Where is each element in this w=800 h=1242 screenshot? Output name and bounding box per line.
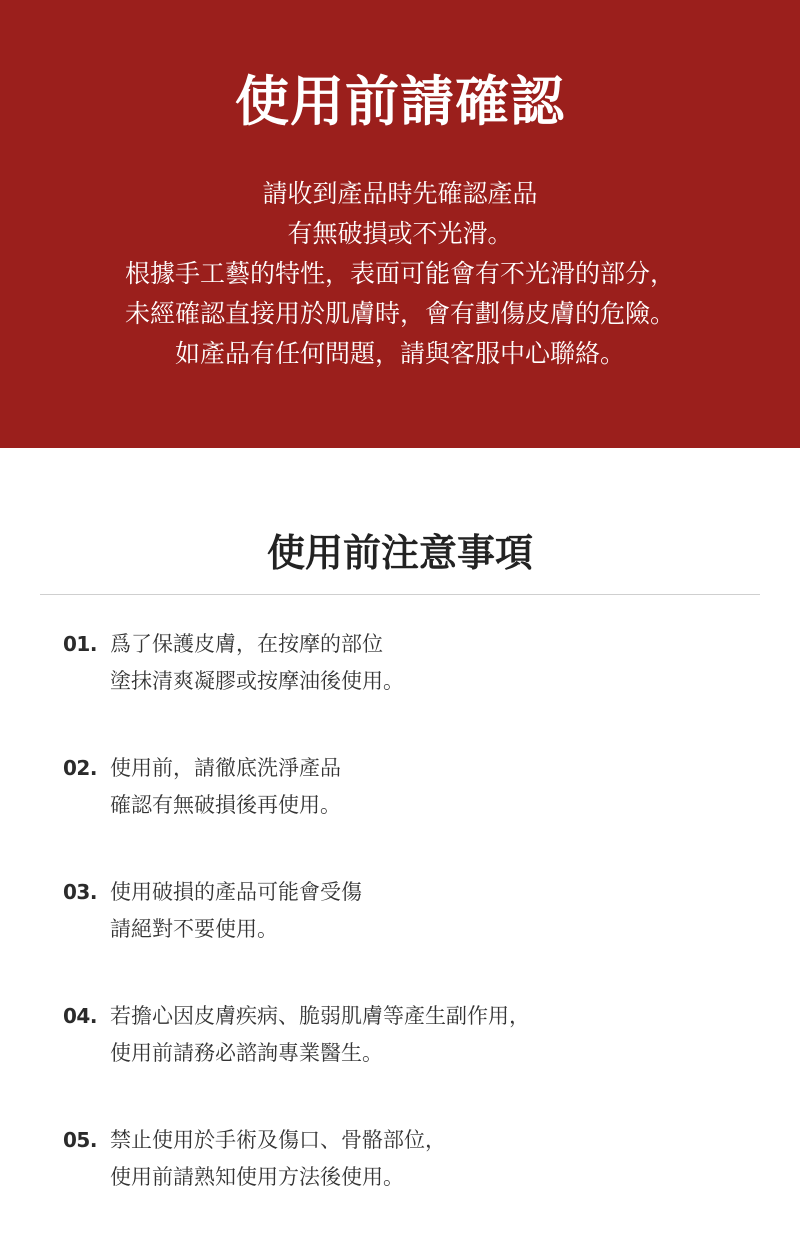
item-line: 使用破損的產品可能會受傷 bbox=[110, 880, 362, 904]
item-number: 02. bbox=[63, 756, 97, 780]
item-line: 使用前，請徹底洗淨產品 bbox=[110, 756, 341, 780]
item-number: 05. bbox=[63, 1128, 97, 1152]
item-number: 01. bbox=[63, 632, 97, 656]
item-line: 爲了保護皮膚，在按摩的部位 bbox=[110, 632, 383, 656]
banner-line: 有無破損或不光滑。 bbox=[287, 219, 513, 248]
list-item bbox=[0, 746, 800, 870]
item-text bbox=[110, 1122, 446, 1196]
list-item bbox=[0, 994, 800, 1118]
banner-title: 使用前請確認 bbox=[235, 70, 565, 133]
warning-banner bbox=[0, 0, 800, 448]
section-divider bbox=[40, 594, 760, 595]
banner-message bbox=[0, 174, 800, 374]
section-title: 使用前注意事項 bbox=[266, 531, 533, 575]
item-text bbox=[110, 874, 362, 948]
item-line: 若擔心因皮膚疾病、脆弱肌膚等產生副作用， bbox=[110, 1004, 530, 1028]
banner-line: 根據手工藝的特性，表面可能會有不光滑的部分， bbox=[124, 259, 675, 288]
banner-line: 請收到產品時先確認產品 bbox=[262, 179, 538, 208]
item-text bbox=[110, 626, 404, 700]
item-text bbox=[110, 998, 530, 1072]
item-line: 請絕對不要使用。 bbox=[110, 917, 278, 941]
item-line: 使用前請熟知使用方法後使用。 bbox=[110, 1165, 404, 1189]
item-line: 塗抹清爽凝膠或按摩油後使用。 bbox=[110, 669, 404, 693]
list-item bbox=[0, 622, 800, 746]
item-number: 03. bbox=[63, 880, 97, 904]
banner-line: 未經確認直接用於肌膚時，會有劃傷皮膚的危險。 bbox=[124, 299, 675, 328]
item-line: 禁止使用於手術及傷口、骨骼部位， bbox=[110, 1128, 446, 1152]
list-item bbox=[0, 1118, 800, 1242]
list-item bbox=[0, 870, 800, 994]
item-number: 04. bbox=[63, 1004, 97, 1028]
banner-line: 如產品有任何問題，請與客服中心聯絡。 bbox=[174, 339, 625, 368]
item-line: 使用前請務必諮詢專業醫生。 bbox=[110, 1041, 383, 1065]
item-text bbox=[110, 750, 341, 824]
precautions-list bbox=[0, 622, 800, 1242]
item-line: 確認有無破損後再使用。 bbox=[110, 793, 341, 817]
